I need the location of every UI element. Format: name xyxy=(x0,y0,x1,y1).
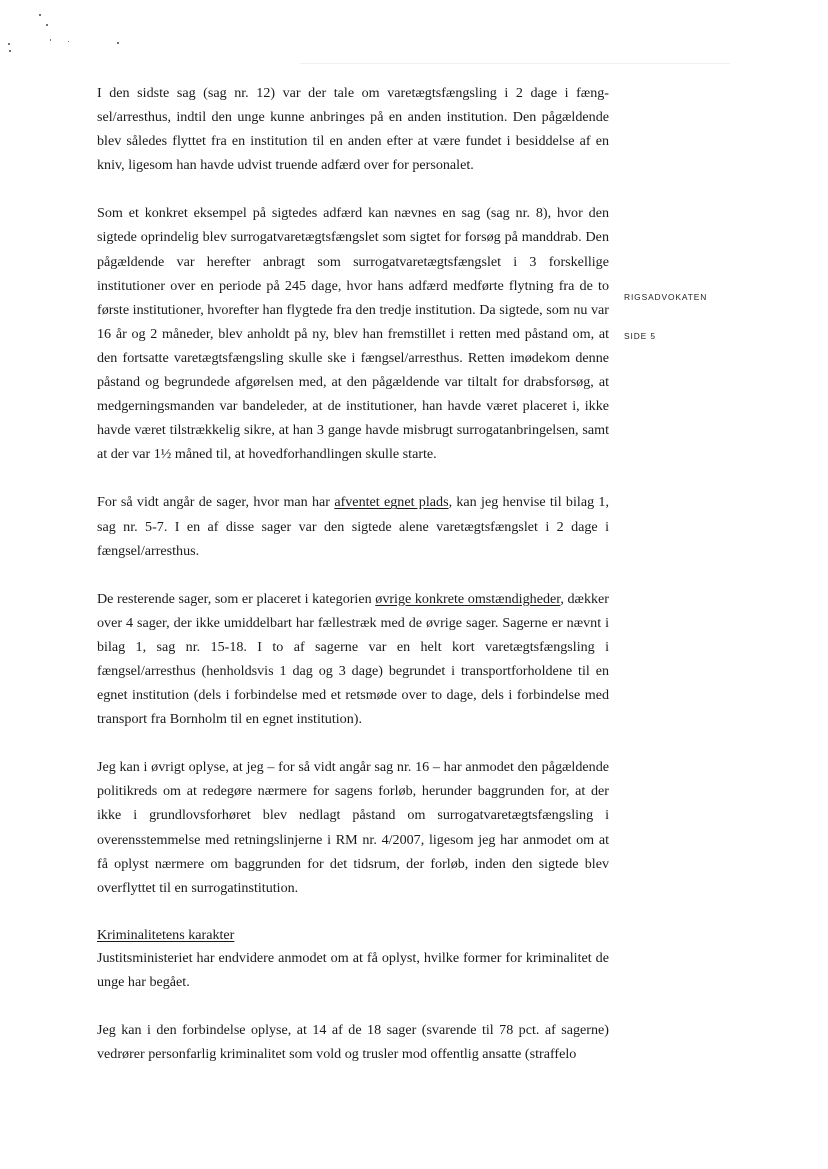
sidebar-page-number: SIDE 5 xyxy=(624,331,656,341)
paragraph-4-text-end: , dækker over 4 sager, der ikke umiddelbart har fællestræk med de øvrige sager. Sagerne er nævnt i bilag 1, sag nr. 15-18. I to af sagerne var en helt kort varetægtsfængsling i fængsel/arresthus (henholdsvis 1 dag og 3 dage) begrundet i transportforholdene til en egnet institution (dels i forbindelse med et retsmøde over to dage, dels i forbindelse med transport fra Bornholm til en egnet institution). xyxy=(97,590,610,728)
paragraph-5: Jeg kan i øvrigt oplyse, at jeg – for så vidt angår sag nr. 16 – har anmodet den pågældende politikreds om at redegøre nærmere for sagens forløb, herunder baggrunden for, at der ikke i grundlovsforhøret blev nedlagt påstand om surrogatvaretægtsfængsling i overensstemmelse med retningslinjerne i RM nr. 4/2007, ligesom jeg har anmodet om at få oplyst nærmere om baggrunden for det tidsrum, der forløb, inden den sigtede blev overflyttet til en surrogatinstitution. xyxy=(97,759,609,896)
scan-line xyxy=(300,63,730,64)
paragraph-6: Justitsministeriet har endvidere anmodet om at få oplyst, hvilke former for kriminalitet de unge har begået. xyxy=(97,949,609,990)
scan-speck xyxy=(50,39,51,41)
document-body xyxy=(97,81,609,1066)
scan-speck xyxy=(39,14,41,16)
scan-speck xyxy=(46,24,48,26)
paragraph-4 xyxy=(97,587,609,732)
paragraph-7: Jeg kan i den forbindelse oplyse, at 14 af de 18 sager (svarende til 78 pct. af sagerne) vedrører personfarlig kriminalitet som vold og trusler mod offentlig ansatte (straffelo xyxy=(97,1022,609,1063)
scan-speck xyxy=(8,43,10,45)
section-heading: Kriminalitetens karakter xyxy=(97,926,235,943)
scan-speck xyxy=(9,50,11,52)
paragraph-3-text-start: For så vidt angår de sager, hvor man har xyxy=(97,494,335,511)
scan-speck xyxy=(117,42,119,44)
sidebar-organization: RIGSADVOKATEN xyxy=(624,292,708,302)
underlined-term-afventet-egnet-plads: afventet egnet plads xyxy=(334,494,449,511)
paragraph-2: Som et konkret eksempel på sigtedes adfærd kan nævnes en sag (sag nr. 8), hvor den sigtede oprindelig blev surrogatvaretægtsfængslet som sigtet for forsøg på manddrab. Den pågældende var herefter anbragt som surrogatvaretægtsfængslet i 3 forskellige institutioner over en periode på 245 dage, hvor hans adfærd medførte flytning fra de to første institutioner, hvorefter han flygtede fra den tredje institution. Da sigtede, som nu var 16 år og 2 måneder, blev anholdt på ny, blev han fremstillet i retten med påstand om, at den fortsatte varetægtsfængsling skulle ske i fængsel/arresthus. Retten imødekom denne påstand og begrundede afgørelsen med, at den pågældende var tiltalt for drabsforsøg, at medgerningsmanden var bandeleder, at de institutioner, han havde været placeret i, ikke havde været tilstrækkelig sikre, at han 3 gange havde misbrugt surrogatanbringelsen, samt at der var 1½ måned til, at hovedforhandlingen skulle starte. xyxy=(97,205,609,463)
underlined-term-ovrige-omstaendigheder: øvrige konkrete omstændigheder xyxy=(375,590,561,607)
paragraph-3-text-end: , kan jeg henvise til bilag 1, sag nr. 5-7. I en af disse sager var den sigtede alene varetægtsfængslet i 2 dage i fængsel/arresthus. xyxy=(97,494,609,559)
paragraph-3 xyxy=(97,490,609,562)
paragraph-1: I den sidste sag (sag nr. 12) var der tale om varetægtsfængsling i 2 dage i fængsel/arresthus, indtil den unge kunne anbringes på en anden institution. Den pågældende blev således flyttet fra en institution til en anden efter at være fundet i besiddelse af en kniv, ligesom han havde udvist truende adfærd over for personalet. xyxy=(97,85,609,174)
paragraph-4-text-start: De resterende sager, som er placeret i kategorien xyxy=(97,590,376,607)
scan-speck xyxy=(68,41,69,42)
